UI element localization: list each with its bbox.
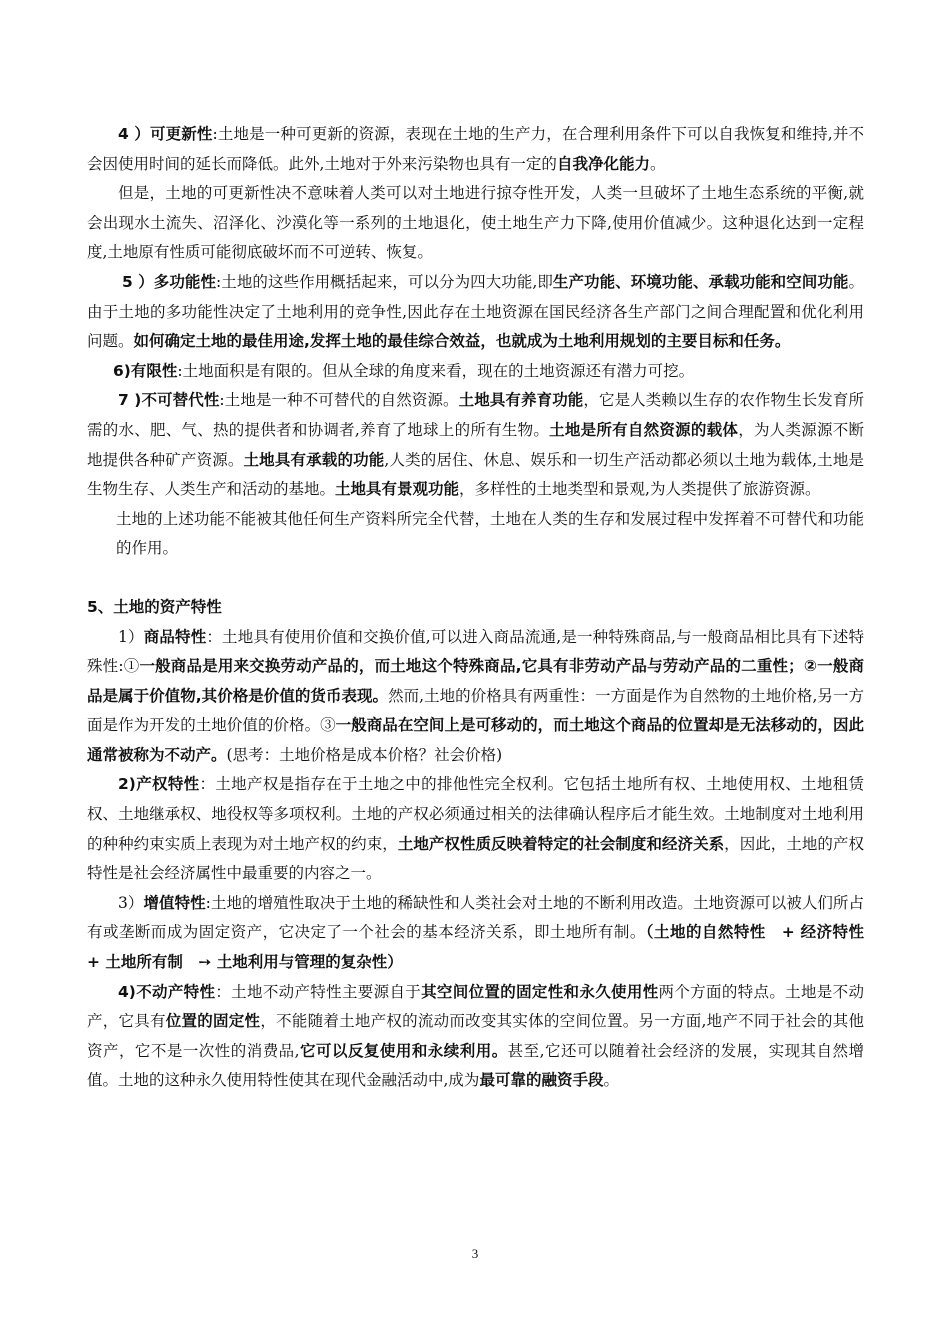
paragraph-multifunction: 5 ）多功能性:土地的这些作用概括起来，可以分为四大功能,即生产功能、环境功能、承载功能和空间功能。由于土地的多功能性决定了土地利用的竞争性,因此存在土地资源在国民经济各生产部门之间合理配置和优化利用问题。如何确定土地的最佳用途,发挥土地的最佳综合效益，也就成为土地利用规划的主要目标和任务。 bbox=[87, 272, 864, 351]
item-label: 多功能性 bbox=[153, 272, 217, 291]
page-body bbox=[87, 120, 880, 1096]
paragraph-finiteness: 6)有限性:土地面积是有限的。但从全球的角度来看，现在的土地资源还有潜力可挖。 bbox=[113, 361, 695, 380]
paragraph-renewability-note: 但是，土地的可更新性决不意味着人类可以对土地进行掠夺性开发，人类一旦破坏了土地生态系统的平衡,就会出现水土流失、沼泽化、沙漠化等一系列的土地退化，使土地生产力下降,使用价值减少。这种退化达到一定程度,土地原有性质可能彻底破坏而不可逆转、恢复。 bbox=[87, 184, 864, 262]
item-label: 6)有限性 bbox=[113, 361, 178, 380]
item-label: 商品特性 bbox=[143, 627, 207, 646]
item-label: 7 )不可替代性 bbox=[118, 391, 220, 410]
page-number: 3 bbox=[471, 1246, 479, 1261]
item-label: 4)不动产特性 bbox=[118, 982, 216, 1001]
item-label: 增值特性 bbox=[143, 893, 206, 912]
paragraph-appreciation: 3）增值特性:土地的增殖性取决于土地的稀缺性和人类社会对土地的不断利用改造。土地资源可以被人们所占有或垄断而成为固定资产，它决定了一个社会的基本经济关系，即土地所有制。（土地的自然特性 + 经济特性 + 土地所有制 ➙ 土地利用与管理的复杂性） bbox=[87, 893, 880, 972]
section-heading: 5、土地的资产特性 bbox=[87, 597, 222, 616]
paragraph-irreplaceability: 7 )不可替代性:土地是一种不可替代的自然资源。土地具有养育功能，它是人类赖以生存的农作物生长发育所需的水、肥、气、热的提供者和协调者,养育了地球上的所有生物。土地是所有自然资源的载体，为人类源源不断地提供各种矿产资源。土地具有承载的功能,人类的居住、休息、娱乐和一切生产活动都必须以土地为载体,土地是生物生存、人类生产和活动的基地。土地具有景观功能，多样性的土地类型和景观,为人类提供了旅游资源。 bbox=[87, 391, 864, 499]
paragraph-renewability: 4 ）可更新性:土地是一种可更新的资源，表现在土地的生产力，在合理利用条件下可以自我恢复和维持,并不会因使用时间的延长而降低。此外,土地对于外来污染物也具有一定的自我净化能力。 bbox=[87, 125, 864, 173]
paragraph-property-rights: 2)产权特性：土地产权是指存在于土地之中的排他性完全权利。它包括土地所有权、土地使用权、土地租赁权、土地继承权、地役权等多项权利。土地的产权必须通过相关的法律确认程序后才能生效。土地制度对土地利用的种种约束实质上表现为对土地产权的约束，土地产权性质反映着特定的社会制度和经济关系，因此，土地的产权特性是社会经济属性中最重要的内容之一。 bbox=[87, 775, 864, 883]
item-label: 可更新性 bbox=[149, 125, 213, 143]
item-number: 3） bbox=[118, 893, 144, 912]
item-number: 1） bbox=[118, 627, 144, 646]
paragraph-irreplaceability-summary: 土地的上述功能不能被其他任何生产资料所完全代替，土地在人类的生存和发展过程中发挥着不可替代和功能的作用。 bbox=[116, 509, 864, 558]
item-label: 2)产权特性 bbox=[118, 775, 200, 794]
paragraph-real-estate: 4)不动产特性：土地不动产特性主要源自于其空间位置的固定性和永久使用性两个方面的特点。土地是不动产，它具有位置的固定性，不能随着土地产权的流动而改变其实体的空间位置。另一方面,地产不同于社会的其他资产，它不是一次性的消费品,它可以反复使用和永续利用。甚至,它还可以随着社会经济的发展，实现其自然增值。土地的这种永久使用特性使其在现代金融活动中,成为最可靠的融资手段。 bbox=[87, 982, 864, 1090]
item-number: 4 ） bbox=[118, 125, 150, 143]
paragraph-commodity: 1）商品特性：土地具有使用价值和交换价值,可以进入商品流通,是一种特殊商品,与一般商品相比具有下述特殊性:①一般商品是用来交换劳动产品的，而土地这个特殊商品,它具有非劳动产品与劳动产品的二重性；②一般商品是属于价值物,其价格是价值的货币表现。然而,土地的价格具有两重性：一方面是作为自然物的土地价格,另一方面是作为开发的土地价值的价格。③一般商品在空间上是可移动的，而土地这个商品的位置却是无法移动的，因此通常被称为不动产。(思考：土地价格是成本价格？社会价格) bbox=[87, 627, 865, 764]
item-number: 5 ） bbox=[122, 272, 154, 291]
